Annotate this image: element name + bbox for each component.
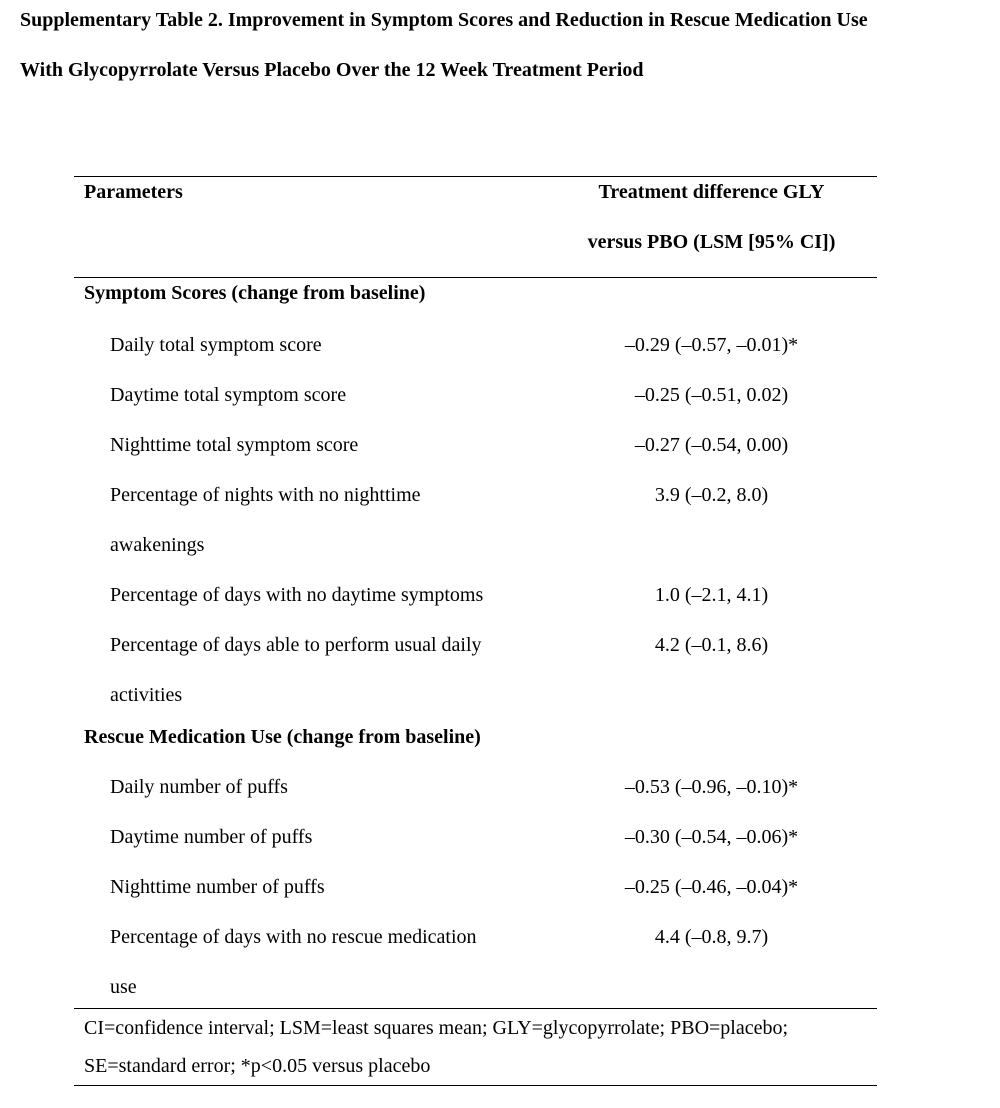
table-row-continuation — [74, 520, 877, 570]
row-label-continuation: use — [110, 976, 137, 998]
table-row — [74, 370, 877, 420]
row-label: Daytime number of puffs — [110, 826, 313, 848]
row-value: –0.27 (–0.54, 0.00) — [634, 434, 789, 456]
table-row — [74, 912, 877, 962]
row-value: –0.25 (–0.51, 0.02) — [634, 384, 789, 406]
footnote-rule — [74, 1085, 877, 1086]
table-row — [74, 420, 877, 470]
row-value: 4.4 (–0.8, 9.7) — [654, 926, 769, 948]
header-difference-line-1: Treatment difference GLY — [598, 181, 825, 203]
header-difference-line-2: versus PBO (LSM [95% CI]) — [587, 231, 836, 253]
row-label: Percentage of days with no rescue medication — [110, 926, 477, 948]
table-footnote — [74, 1009, 877, 1085]
section-title-row — [74, 278, 877, 320]
row-label-continuation: awakenings — [110, 534, 205, 556]
section-title-rescue-medication: Rescue Medication Use (change from baseline) — [84, 726, 481, 748]
table-row — [74, 320, 877, 370]
row-label: Percentage of days with no daytime symptoms — [110, 584, 484, 606]
row-label: Daytime total symptom score — [110, 384, 347, 406]
row-value: –0.29 (–0.57, –0.01)* — [624, 334, 799, 356]
table-row — [74, 762, 877, 812]
table-row — [74, 470, 877, 520]
table-header — [74, 177, 877, 277]
section-title-symptom-scores: Symptom Scores (change from baseline) — [84, 282, 426, 304]
table-row — [74, 812, 877, 862]
footnote-line-1: CI=confidence interval; LSM=least squares mean; GLY=glycopyrrolate; PBO=placebo; — [84, 1017, 789, 1039]
row-value: 4.2 (–0.1, 8.6) — [654, 634, 769, 656]
table-row — [74, 620, 877, 670]
caption-line-1: Supplementary Table 2. Improvement in Symptom Scores and Reduction in Rescue Medication Use — [20, 9, 868, 31]
header-treatment-difference — [574, 177, 849, 277]
row-label: Percentage of days able to perform usual daily — [110, 634, 482, 656]
header-parameters: Parameters — [84, 181, 183, 203]
row-label: Nighttime number of puffs — [110, 876, 325, 898]
caption-line-2: With Glycopyrrolate Versus Placebo Over the 12 Week Treatment Period — [20, 59, 644, 81]
row-label-continuation: activities — [110, 684, 183, 706]
footnote-line-2: SE=standard error; *p<0.05 versus placebo — [84, 1055, 431, 1077]
table-row-continuation — [74, 962, 877, 1008]
row-label: Percentage of nights with no nighttime — [110, 484, 421, 506]
row-label: Daily number of puffs — [110, 776, 288, 798]
section-title-row — [74, 720, 877, 762]
table-row — [74, 862, 877, 912]
row-label: Daily total symptom score — [110, 334, 322, 356]
table-row — [74, 570, 877, 620]
results-table — [74, 176, 877, 1086]
row-value: –0.25 (–0.46, –0.04)* — [624, 876, 799, 898]
row-value: 3.9 (–0.2, 8.0) — [654, 484, 769, 506]
row-value: –0.53 (–0.96, –0.10)* — [624, 776, 799, 798]
row-value: –0.30 (–0.54, –0.06)* — [624, 826, 799, 848]
table-caption — [20, 0, 980, 100]
row-label: Nighttime total symptom score — [110, 434, 359, 456]
row-value: 1.0 (–2.1, 4.1) — [654, 584, 769, 606]
